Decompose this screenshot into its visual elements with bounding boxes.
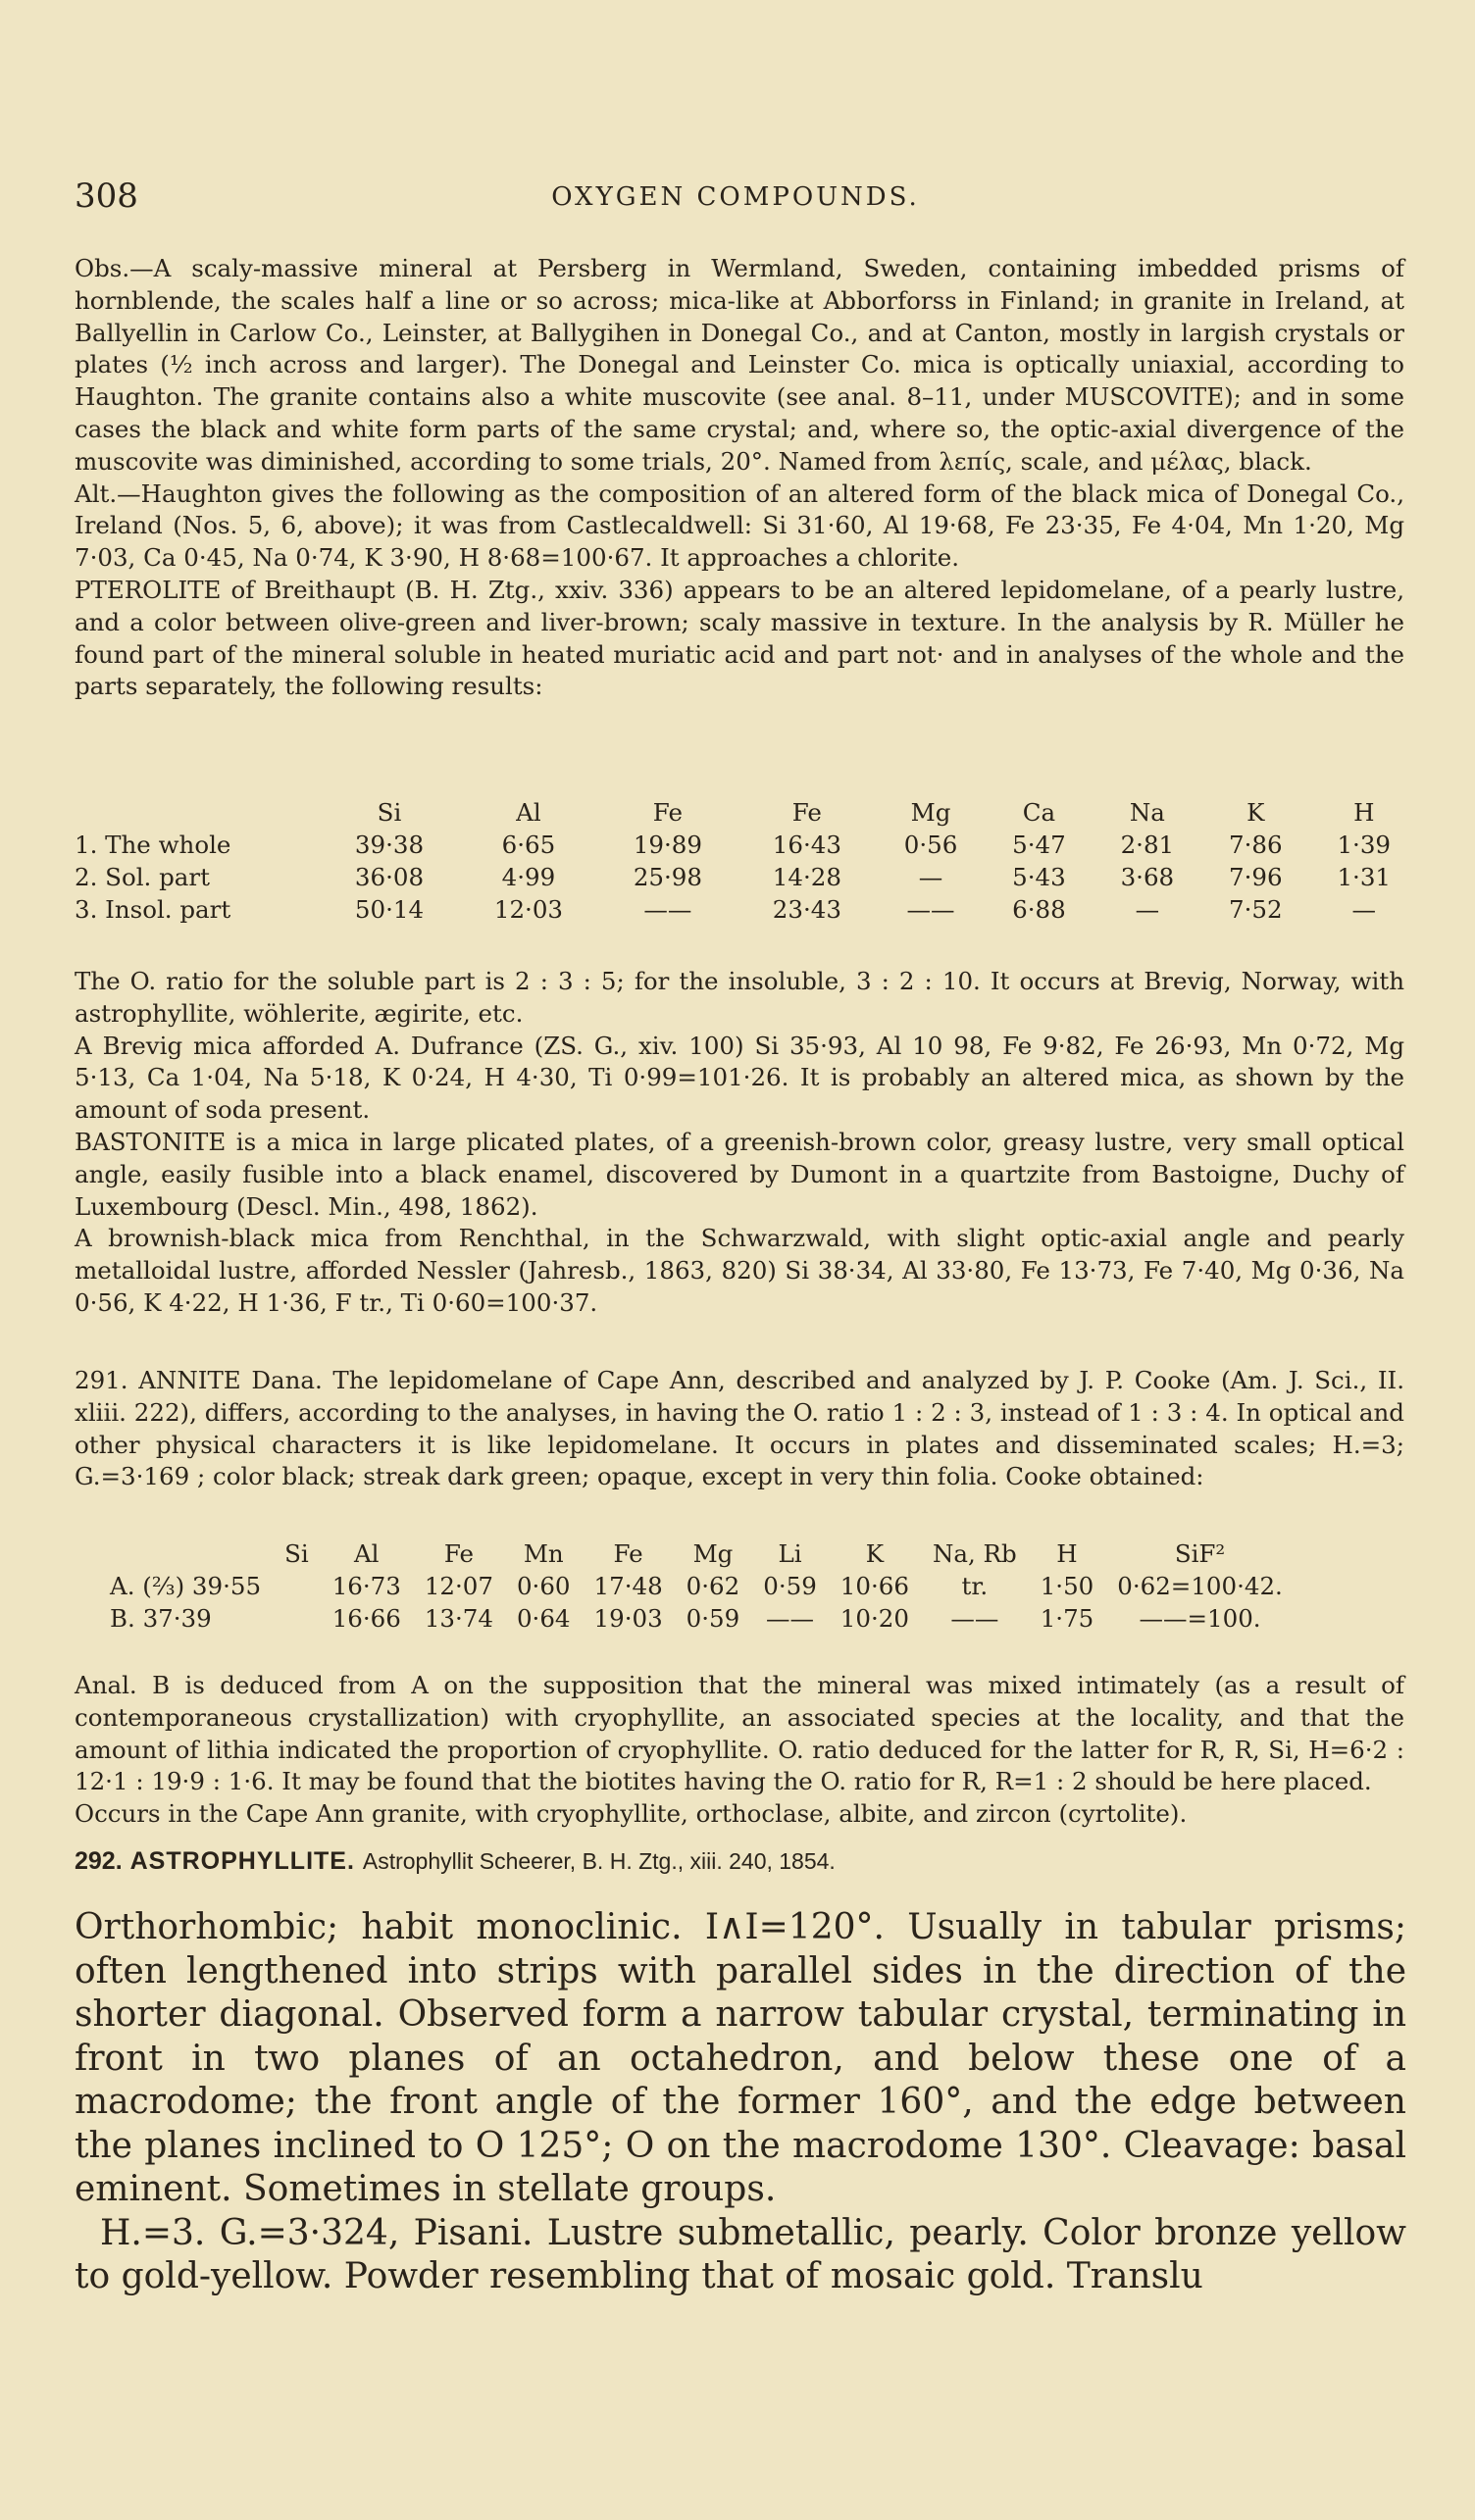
table-cell: 7·86	[1229, 831, 1283, 859]
table-header-cell: K	[1246, 798, 1265, 827]
table-cell: ——=100.	[1139, 1604, 1261, 1633]
table-cell: tr.	[961, 1572, 989, 1600]
table-cell: 23·43	[772, 895, 841, 924]
table-cell: 0·60	[516, 1572, 571, 1600]
paragraph-physical: H.=3. G.=3·324, Pisani. Lustre submetallic, pearly. Color bronze yellow to gold-yellow. Powder resembling that of mosaic gold. Translu	[75, 2212, 1406, 2296]
table-cell: 39·38	[354, 831, 425, 859]
paragraph-annite: 291. ANNITE Dana. The lepidomelane of Cape Ann, described and analyzed by J. P. Cooke (Am. J. Sci., II. xliii. 222), differs, according to the analyses, in having the O. ratio 1 : 2 : 3, instead of 1 : 3 : 4. In optical and other physical characters it is like lepidomelane. It occurs in plates and disseminated scales; H.=3; G.=3·169 ; color black; streak dark green; opaque, except in very thin folia. Cooke obtained:	[75, 1366, 1404, 1491]
table-cell: 0·62=100·42.	[1117, 1572, 1283, 1600]
paragraph-renchthal: A brownish-black mica from Renchthal, in the Schwarzwald, with slight optic-axial angle and pearly metalloidal lustre, afforded Nessler (Jahresb., 1863, 820) Si 38·34, Al 33·80, Fe 13·73, Fe 7·40, Mg 0·36, Na 0·56, K 4·22, H 1·36, F tr., Ti 0·60=100·37.	[75, 1224, 1404, 1317]
table-header-cell: Fe	[443, 1539, 474, 1568]
table-cell: 1·50	[1040, 1572, 1094, 1600]
table-cell: 0·62	[686, 1572, 740, 1600]
table-header-cell: Fe	[652, 798, 683, 827]
table-cell: 13·74	[424, 1604, 493, 1633]
table-row	[75, 829, 1418, 861]
table-cell: 16·66	[331, 1604, 401, 1633]
table-header-cell	[98, 1537, 273, 1570]
table-cell: 7·96	[1229, 863, 1283, 891]
table-cell: 4·99	[501, 863, 556, 891]
table-row	[98, 1602, 1295, 1635]
table-cell: 19·89	[633, 831, 702, 859]
table-cell: 0·59	[763, 1572, 817, 1600]
table-cell: 0·64	[516, 1604, 571, 1633]
brevig-block	[75, 966, 1404, 1320]
table-cell: 14·28	[772, 863, 841, 891]
table-header-row	[98, 1537, 1295, 1570]
table-cell: ——	[643, 895, 692, 924]
table-cell: ——	[766, 1604, 815, 1633]
table-header-cell: Al	[516, 798, 541, 827]
table-cell: 10·66	[839, 1572, 909, 1600]
paragraph-anal-b: Anal. B is deduced from A on the supposition that the mineral was mixed intimately (as a result of contemporaneous crystallization) with cryophyllite, an associated species at the locality, and that the amount of lithia indicated the proportion of cryophyllite. O. ratio deduced for the latter for R, R, Si, H=6·2 : 12·1 : 19·9 : 1·6. It may be found that the biotites having the O. ratio for R, R=1 : 2 should be here placed.	[75, 1671, 1404, 1796]
observations-block	[75, 253, 1404, 703]
table-header-cell: Ca	[1022, 798, 1056, 827]
table-cell: —	[1351, 895, 1376, 924]
table-cell: 25·98	[633, 863, 702, 891]
table-cell: 6·88	[1012, 895, 1066, 924]
table-header-cell: Fe	[791, 798, 822, 827]
table-cell: 16·73	[331, 1572, 401, 1600]
table-cell: 6·65	[501, 831, 556, 859]
table-cell: 36·08	[354, 863, 425, 891]
table-cell: ——	[950, 1604, 999, 1633]
running-title: OXYGEN COMPOUNDS.	[551, 182, 920, 212]
table-header-cell: K	[865, 1539, 885, 1568]
table-cell: 1·31	[1337, 863, 1392, 891]
page-header	[75, 176, 1397, 224]
paragraph-brevig-mica: A Brevig mica afforded A. Dufrance (ZS. G., xiv. 100) Si 35·93, Al 10 98, Fe 9·82, Fe 26·93, Mn 0·72, Mg 5·13, Ca 1·04, Na 5·18, K 0·24, H 4·30, Ti 0·99=101·26. It is probably an altered mica, as shown by the amount of soda present.	[75, 1031, 1404, 1125]
table-cell: 0·59	[686, 1604, 740, 1633]
table-cell: 7·52	[1229, 895, 1283, 924]
paragraph-occurrence: Occurs in the Cape Ann granite, with cryophyllite, orthoclase, albite, and zircon (cyrtolite).	[75, 1799, 1188, 1829]
table-cell: 16·43	[772, 831, 841, 859]
paragraph-o-ratio: The O. ratio for the soluble part is 2 : 3 : 5; for the insoluble, 3 : 2 : 10. It occurs at Brevig, Norway, with astrophyllite, wöhlerite, ægirite, etc.	[75, 967, 1404, 1028]
paragraph-alt: Alt.—Haughton gives the following as the composition of an altered form of the black mica of Donegal Co., Ireland (Nos. 5, 6, above); it was from Castlecaldwell: Si 31·60, Al 19·68, Fe 23·35, Fe 4·04, Mn 1·20, Mg 7·03, Ca 0·45, Na 0·74, K 3·90, H 8·68=100·67. It approaches a chlorite.	[75, 479, 1404, 573]
table-cell: 2. Sol. part	[75, 863, 210, 891]
table-header-cell: Mg	[692, 1539, 734, 1568]
table-cell: 1. The whole	[75, 831, 231, 859]
table-header-cell: Fe	[613, 1539, 643, 1568]
astrophyllite-description	[75, 1906, 1406, 2299]
pterolite-analysis-table	[75, 796, 1418, 926]
table-header-cell: Li	[778, 1539, 802, 1568]
table-header-cell: Mg	[910, 798, 951, 827]
section-synonym: Astrophyllit Scheerer, B. H. Ztg., xiii. 240, 1854.	[362, 1848, 836, 1874]
page-number: 308	[75, 176, 138, 216]
table-cell: 3. Insol. part	[75, 895, 231, 924]
table-header-cell: Si	[377, 798, 402, 827]
table-header-cell: H	[1353, 798, 1375, 827]
table-row	[75, 893, 1418, 926]
table-cell	[273, 1570, 321, 1602]
table-cell: 0·56	[903, 831, 958, 859]
table-header-cell: H	[1056, 1539, 1078, 1568]
table-cell: —	[918, 863, 943, 891]
table-cell: 1·75	[1040, 1604, 1094, 1633]
paragraph-crystallography: Orthorhombic; habit monoclinic. I∧I=120°. Usually in tabular prisms; often lengthened into strips with parallel sides in the direction of the shorter diagonal. Observed form a narrow tabular crystal, terminating in front in two planes of an octahedron, and below these one of a macrodome; the front angle of the former 160°, and the edge between the planes inclined to O 125°; O on the macrodome 130°. Cleavage: basal eminent. Sometimes in stellate groups.	[75, 1907, 1406, 2209]
table-cell: A. (⅔) 39·55	[110, 1572, 262, 1600]
section-heading	[75, 1845, 1404, 1878]
table-cell: 5·43	[1012, 863, 1066, 891]
table-cell: ——	[906, 895, 955, 924]
table-header-cell	[75, 796, 320, 829]
annite-analysis-table	[98, 1537, 1373, 1635]
table-cell: 12·07	[424, 1572, 493, 1600]
table-cell: 1·39	[1337, 831, 1392, 859]
table-header-cell: Na	[1129, 798, 1165, 827]
table-cell: 3·68	[1120, 863, 1175, 891]
table-cell: —	[1135, 895, 1160, 924]
table-row	[98, 1570, 1295, 1602]
paragraph-obs: Obs.—A scaly-massive mineral at Persberg in Wermland, Sweden, containing imbedded prisms of hornblende, the scales half a line or so across; mica-like at Abborforss in Finland; in granite in Ireland, at Ballyellin in Carlow Co., Leinster, at Ballygihen in Donegal Co., and at Canton, mostly in largish crystals or plates (½ inch across and larger). The Donegal and Leinster Co. mica is optically uniaxial, according to Haughton. The granite contains also a white muscovite (see anal. 8–11, under MUSCOVITE); and in some cases the black and white form parts of the same crystal; and, where so, the optic-axial divergence of the muscovite was diminished, according to some trials, 20°. Named from λεπίς, scale, and μέλας, black.	[75, 254, 1404, 476]
annite-block	[75, 1365, 1404, 1493]
table-cell: 50·14	[354, 895, 425, 924]
table-header-cell: Na, Rb	[932, 1539, 1017, 1568]
paragraph-bastonite: BASTONITE is a mica in large plicated plates, of a greenish-brown color, greasy lustre, very small optical angle, easily fusible into a black enamel, discovered by Dumont in a quartzite from Bastoigne, Duchy of Luxembourg (Descl. Min., 498, 1862).	[75, 1127, 1404, 1221]
table-header-cell: Si	[284, 1539, 309, 1568]
table-cell	[273, 1602, 321, 1635]
table-header-row	[75, 796, 1418, 829]
table-row	[75, 861, 1418, 893]
table-cell: B. 37·39	[110, 1604, 212, 1633]
paragraph-pterolite: PTEROLITE of Breithaupt (B. H. Ztg., xxiv. 336) appears to be an altered lepidomelane, of a pearly lustre, and a color between olive-green and liver-brown; scaly massive in texture. In the analysis by R. Müller he found part of the mineral soluble in heated muriatic acid and part not· and in analyses of the whole and the parts separately, the following results:	[75, 575, 1404, 701]
table-cell: 5·47	[1012, 831, 1066, 859]
table-cell: 19·03	[593, 1604, 663, 1633]
table-header-cell: Mn	[523, 1539, 564, 1568]
table-header-cell: SiF²	[1174, 1539, 1226, 1568]
table-cell: 2·81	[1120, 831, 1175, 859]
table-header-cell: Al	[353, 1539, 380, 1568]
section-name: ASTROPHYLLITE.	[129, 1847, 355, 1875]
table-cell: 12·03	[493, 895, 563, 924]
table-cell: 10·20	[839, 1604, 909, 1633]
section-number: 292.	[75, 1847, 123, 1875]
annite-notes-block	[75, 1670, 1404, 1831]
table-cell: 17·48	[593, 1572, 663, 1600]
